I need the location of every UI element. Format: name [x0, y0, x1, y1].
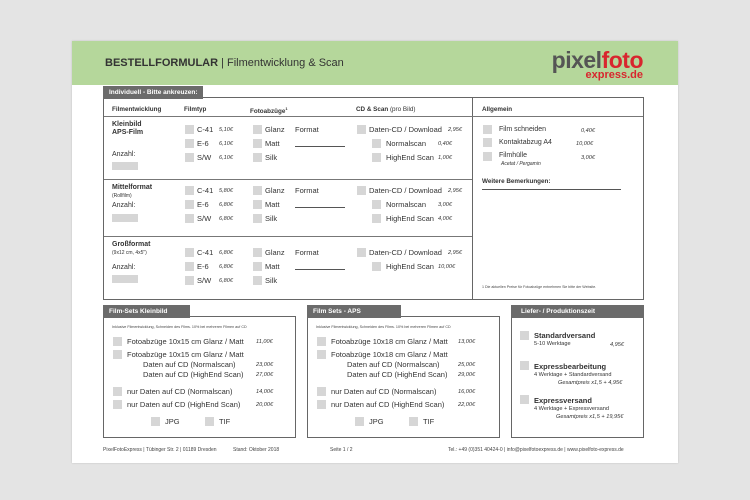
mf-glanz-label: Glanz [265, 186, 285, 195]
standardversand-desc: 5-10 Werktage [534, 341, 571, 347]
kb-e6-checkbox[interactable] [185, 139, 194, 148]
sets-aps-tif-checkbox[interactable] [409, 417, 418, 426]
expressversand-desc: 4 Werktage + Expressversand [534, 406, 609, 412]
film-schneiden-label: Film schneiden [499, 126, 547, 133]
pixelfoto-logo: pixelfoto express.de [551, 47, 643, 81]
sets-aps-note: Inklusive Filmentwicklung, Schneiden des Films. 10% bei mehreren Filmen auf CD [316, 325, 451, 329]
mf-matt-label: Matt [265, 200, 280, 209]
sets-kb-jpg-checkbox[interactable] [151, 417, 160, 426]
gf-c41-price: 6,80€ [219, 250, 233, 256]
sets-aps-item1-price: 13,00€ [458, 339, 476, 345]
mf-c41-price: 5,80€ [219, 188, 233, 194]
standardversand-label: Standardversand [534, 331, 596, 340]
bemerkungen-line[interactable] [482, 189, 621, 190]
mf-format-label: Format [295, 186, 319, 195]
mf-e6-label: E-6 [197, 200, 209, 209]
gf-sw-label: S/W [197, 276, 212, 285]
kb-normalscan-checkbox[interactable] [372, 139, 381, 148]
film-sets-aps-tab: Film Sets - APS [307, 305, 401, 318]
sets-kb-item2-checkbox[interactable] [113, 350, 122, 359]
sets-kb-note: Inklusive Filmentwicklung, Schneiden des Films. 10% bei mehreren Filmen auf CD [112, 325, 247, 329]
order-form-page [72, 41, 678, 463]
mf-dl-price: 2,95€ [448, 188, 462, 194]
mf-format-line[interactable] [295, 207, 345, 208]
gf-e6-label: E-6 [197, 262, 209, 271]
sets-kb-item4-label: nur Daten auf CD (HighEnd Scan) [127, 400, 241, 409]
sets-aps-item2b-price: 29,00€ [458, 372, 476, 378]
col-header-filmentwicklung: Filmentwicklung [112, 106, 162, 113]
gf-highend-label: HighEnd Scan [386, 262, 434, 271]
expressbearbeitung-desc: 4 Werktage + Standardversand [534, 372, 612, 378]
footer-contact: Tel.: +49 (0)351 40424-0 | info@pixelfotoexpress.de | www.pixelfoto-express.de [448, 447, 624, 453]
expressversand-price: Gesamtpreis x1,5 + 19,95€ [556, 414, 624, 420]
grossformat-title: Großformat [112, 241, 151, 248]
sets-aps-item1-checkbox[interactable] [317, 337, 326, 346]
gf-anzahl-label: Anzahl: [112, 264, 136, 271]
gf-e6-checkbox[interactable] [185, 262, 194, 271]
sets-kb-item4-price: 20,00€ [256, 402, 274, 408]
col-header-fotoabzuege: Fotoabzüge$^1$ [250, 106, 288, 116]
mf-silk-checkbox[interactable] [253, 214, 262, 223]
mf-c41-checkbox[interactable] [185, 186, 194, 195]
gf-dl-price: 2,95€ [448, 250, 462, 256]
sets-kb-item1-price: 11,00€ [256, 339, 273, 345]
kb-sw-label: S/W [197, 153, 212, 162]
mf-highend-label: HighEnd Scan [386, 214, 434, 223]
sets-aps-item3-price: 16,00€ [458, 389, 476, 395]
lieferung-tab: Liefer- / Produktionszeit [511, 305, 644, 318]
kb-highend-checkbox[interactable] [372, 153, 381, 162]
sets-aps-item1-label: Fotoabzüge 10x18 cm Glanz / Matt [331, 337, 448, 346]
gf-matt-label: Matt [265, 262, 280, 271]
gf-glanz-label: Glanz [265, 248, 285, 257]
kb-anzahl-field[interactable] [112, 162, 138, 170]
gf-c41-checkbox[interactable] [185, 248, 194, 257]
mf-e6-price: 6,80€ [219, 202, 233, 208]
gf-silk-label: Silk [265, 276, 278, 285]
kb-silk-checkbox[interactable] [253, 153, 262, 162]
sets-aps-item4-price: 22,00€ [458, 402, 476, 408]
mf-normalscan-checkbox[interactable] [372, 200, 381, 209]
expressversand-checkbox[interactable] [520, 395, 529, 404]
sets-kb-item1-label: Fotoabzüge 10x15 cm Glanz / Matt [127, 337, 244, 346]
kleinbild-title: Kleinbild [112, 121, 142, 128]
sets-aps-jpg-label: JPG [369, 417, 384, 426]
gf-highend-price: 10,00€ [438, 264, 456, 270]
film-schneiden-checkbox[interactable] [483, 125, 492, 134]
gf-anzahl-field[interactable] [112, 275, 138, 283]
filmhuelle-label: Filmhülle [499, 152, 528, 159]
sets-kb-item1-checkbox[interactable] [113, 337, 122, 346]
individual-order-box [103, 97, 644, 300]
mf-dl-checkbox[interactable] [357, 186, 366, 195]
mf-anzahl-label: Anzahl: [112, 202, 136, 209]
kb-c41-price: 5,10€ [219, 127, 233, 133]
kontaktabzug-label: Kontaktabzug A4 [499, 139, 552, 146]
gf-c41-label: C-41 [197, 248, 214, 257]
mf-normalscan-price: 3,00€ [438, 202, 452, 208]
kb-e6-label: E-6 [197, 139, 209, 148]
col-header-cd-scan: CD & Scan (pro Bild) [356, 106, 416, 113]
film-sets-kleinbild-tab: Film-Sets Kleinbild [103, 305, 190, 318]
film-sets-aps-box [307, 316, 500, 438]
gf-silk-checkbox[interactable] [253, 276, 262, 285]
lieferung-box [511, 316, 644, 438]
sets-aps-item2a-price: 25,00€ [458, 362, 476, 368]
kb-matt-checkbox[interactable] [253, 139, 262, 148]
kb-sw-price: 6,10€ [219, 155, 233, 161]
kb-glanz-label: Glanz [265, 125, 285, 134]
mf-c41-label: C-41 [197, 186, 214, 195]
mf-sw-checkbox[interactable] [185, 214, 194, 223]
sets-aps-item3-checkbox[interactable] [317, 387, 326, 396]
footer-stand: Stand: Oktober 2018 [233, 447, 280, 453]
kb-dl-label: Daten-CD / Download [369, 125, 442, 134]
footer-page-number: Seite 1 / 2 [330, 447, 353, 453]
mf-silk-label: Silk [265, 214, 278, 223]
mf-e6-checkbox[interactable] [185, 200, 194, 209]
sets-kb-item2a-label: Daten auf CD (Normalscan) [143, 360, 236, 369]
filmhuelle-sub: Acetat / Pergamin [501, 161, 541, 167]
sets-aps-jpg-checkbox[interactable] [355, 417, 364, 426]
filmhuelle-checkbox[interactable] [483, 152, 492, 161]
sets-kb-item3-checkbox[interactable] [113, 387, 122, 396]
kb-normalscan-label: Normalscan [386, 139, 427, 148]
kb-format-label: Format [295, 125, 319, 134]
mf-highend-price: 4,00€ [438, 216, 452, 222]
kb-dl-price: 2,95€ [448, 127, 462, 133]
sets-kb-item3-label: nur Daten auf CD (Normalscan) [127, 387, 233, 396]
sets-aps-item4-checkbox[interactable] [317, 400, 326, 409]
sets-kb-tif-label: TIF [219, 417, 231, 426]
gf-format-label: Format [295, 248, 319, 257]
sets-kb-jpg-label: JPG [165, 417, 180, 426]
mf-sw-label: S/W [197, 214, 212, 223]
mittelformat-title: Mittelformat [112, 184, 153, 191]
kb-format-line[interactable] [295, 146, 345, 147]
standardversand-checkbox[interactable] [520, 331, 529, 340]
kb-anzahl-label: Anzahl: [112, 151, 136, 158]
individual-tab: Individuell - Bitte ankreuzen: [103, 86, 203, 99]
kb-c41-checkbox[interactable] [185, 125, 194, 134]
mf-matt-checkbox[interactable] [253, 200, 262, 209]
kontaktabzug-price: 10,00€ [576, 141, 594, 147]
kb-glanz-checkbox[interactable] [253, 125, 262, 134]
mf-normalscan-label: Normalscan [386, 200, 427, 209]
footer-address: PixelFotoExpress | Tübinger Str. 2 | 01189 Dresden [103, 447, 217, 453]
sets-aps-tif-label: TIF [423, 417, 435, 426]
sets-kb-tif-checkbox[interactable] [205, 417, 214, 426]
filmhuelle-price: 3,00€ [581, 155, 595, 161]
sets-kb-item3-price: 14,00€ [256, 389, 274, 395]
kontaktabzug-checkbox[interactable] [483, 138, 492, 147]
gf-glanz-checkbox[interactable] [253, 248, 262, 257]
kb-normalscan-price: 0,40€ [438, 141, 452, 147]
kb-dl-checkbox[interactable] [357, 125, 366, 134]
gf-format-line[interactable] [295, 269, 345, 270]
kb-matt-label: Matt [265, 139, 280, 148]
bemerkungen-label: Weitere Bemerkungen: [482, 178, 551, 185]
kb-e6-price: 6,10€ [219, 141, 233, 147]
col-header-filmtyp: Filmtyp [184, 106, 207, 113]
sets-kb-item2b-label: Daten auf CD (HighEnd Scan) [143, 370, 244, 379]
kb-silk-label: Silk [265, 153, 278, 162]
mf-dl-label: Daten-CD / Download [369, 186, 442, 195]
expressbearbeitung-price: Gesamtpreis x1,5 + 4,95€ [558, 380, 623, 386]
mf-anzahl-field[interactable] [112, 214, 138, 222]
sets-aps-item4-label: nur Daten auf CD (HighEnd Scan) [331, 400, 445, 409]
mittelformat-sub: (Rollfilm) [112, 193, 132, 199]
price-footnote: 1 Die aktuellen Preise für Fotoabzüge entnehmen Sie bitte der Website. [482, 285, 597, 289]
sets-aps-item2-label: Fotoabzüge 10x18 cm Glanz / Matt [331, 350, 448, 359]
sets-aps-item3-label: nur Daten auf CD (Normalscan) [331, 387, 437, 396]
gf-matt-checkbox[interactable] [253, 262, 262, 271]
expressbearbeitung-checkbox[interactable] [520, 361, 529, 370]
gf-dl-label: Daten-CD / Download [369, 248, 442, 257]
aps-title: APS-Film [112, 129, 144, 136]
gf-sw-price: 6,80€ [219, 278, 233, 284]
gf-sw-checkbox[interactable] [185, 276, 194, 285]
grossformat-sub: (9x12 cm, 4x5") [112, 250, 147, 256]
col-header-allgemein: Allgemein [482, 106, 513, 113]
mf-highend-checkbox[interactable] [372, 214, 381, 223]
sets-aps-item2-checkbox[interactable] [317, 350, 326, 359]
sets-kb-item2-label: Fotoabzüge 10x15 cm Glanz / Matt [127, 350, 244, 359]
mf-glanz-checkbox[interactable] [253, 186, 262, 195]
header-band [72, 41, 678, 85]
kb-sw-checkbox[interactable] [185, 153, 194, 162]
sets-kb-item2a-price: 23,00€ [256, 362, 274, 368]
gf-highend-checkbox[interactable] [372, 262, 381, 271]
kb-highend-price: 1,00€ [438, 155, 452, 161]
kb-highend-label: HighEnd Scan [386, 153, 434, 162]
gf-e6-price: 6,80€ [219, 264, 233, 270]
expressversand-label: Expressversand [534, 396, 592, 405]
film-sets-kleinbild-box [103, 316, 296, 438]
kb-c41-label: C-41 [197, 125, 214, 134]
expressbearbeitung-label: Expressbearbeitung [534, 362, 607, 371]
sets-aps-item2a-label: Daten auf CD (Normalscan) [347, 360, 440, 369]
sets-kb-item2b-price: 27,00€ [256, 372, 274, 378]
mf-sw-price: 6,80€ [219, 216, 233, 222]
sets-aps-item2b-label: Daten auf CD (HighEnd Scan) [347, 370, 448, 379]
film-schneiden-price: 0,40€ [581, 128, 595, 134]
page-title: BESTELLFORMULAR | Filmentwicklung & Scan [105, 57, 344, 69]
sets-kb-item4-checkbox[interactable] [113, 400, 122, 409]
standardversand-price: 4,95€ [610, 342, 624, 348]
gf-dl-checkbox[interactable] [357, 248, 366, 257]
